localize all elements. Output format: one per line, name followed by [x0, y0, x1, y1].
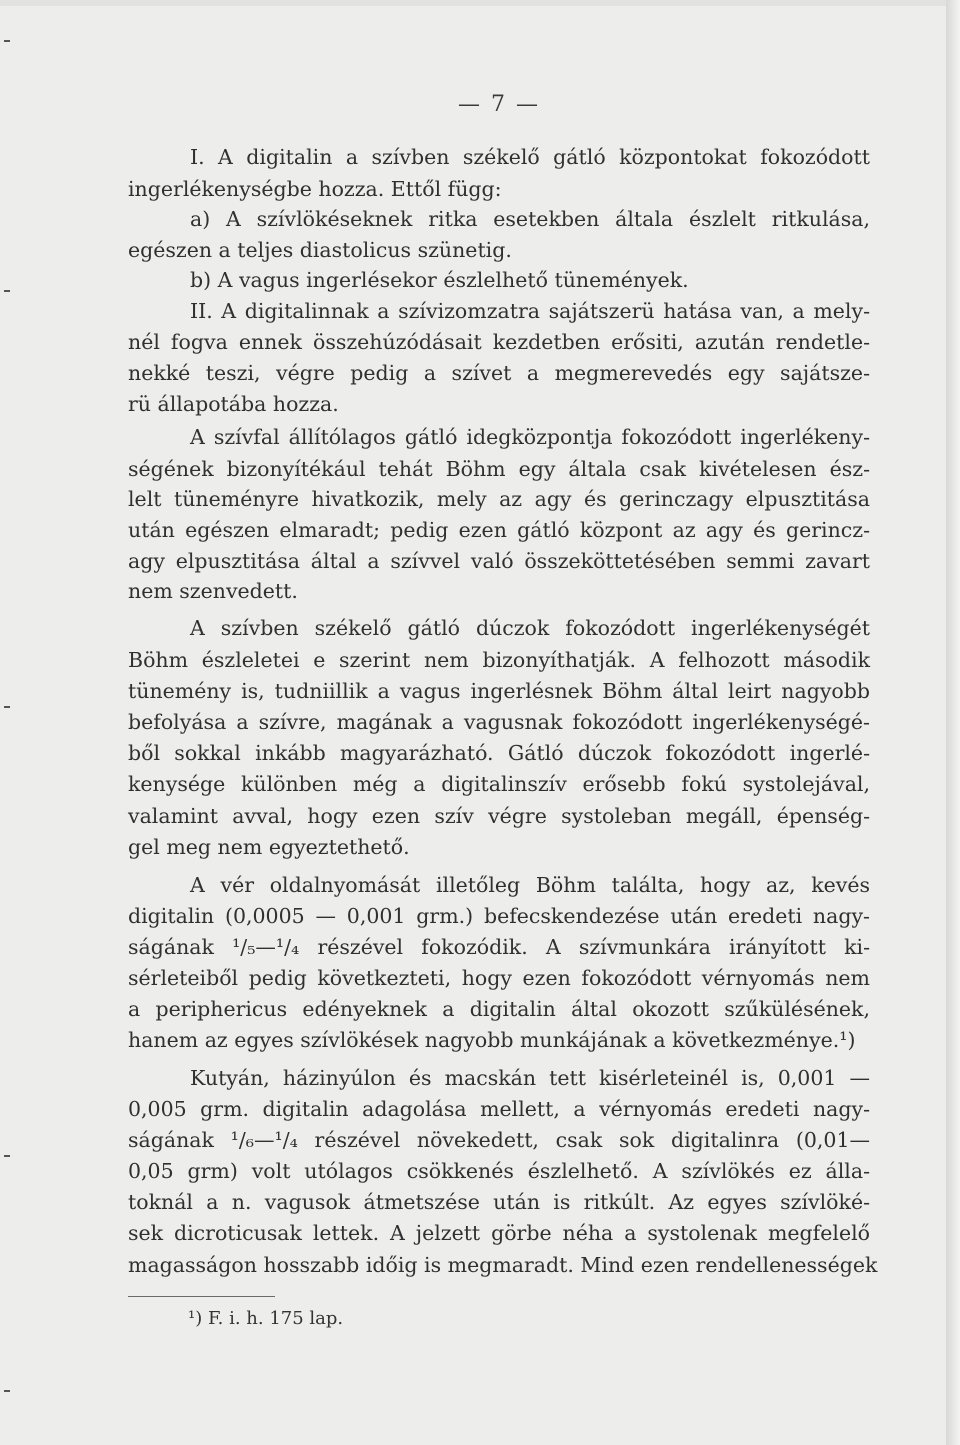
- text-line: toknál a n. vagusok átmetszése után is ritkúlt. Az egyes szívlöké-: [128, 1190, 870, 1214]
- text-line: lelt tüneményre hivatkozik, mely az agy és gerinczagy elpusztitása: [128, 487, 870, 511]
- text-line: a periphericus edényeknek a digitalin által okozott szűkülésének,: [128, 997, 870, 1021]
- text-line: b) A vagus ingerlésekor észlelhető tünemények.: [190, 268, 689, 292]
- text-line: gel meg nem egyeztethető.: [128, 835, 410, 859]
- text-line: ségének bizonyítékául tehát Böhm egy általa csak kivételesen ész-: [128, 457, 870, 481]
- text-line: a) A szívlökéseknek ritka esetekben általa észlelt ritkulása,: [190, 207, 870, 231]
- text-line: sérleteiből pedig következteti, hogy ezen fokozódott vérnyomás nem: [128, 966, 870, 990]
- text-line: nél fogva ennek összehúzódásait kezdetben erősiti, azután rendetle-: [128, 330, 870, 354]
- text-line: nem szenvedett.: [128, 579, 298, 603]
- text-line: befolyása a szívre, magának a vagusnak fokozódott ingerlékenységé-: [128, 710, 870, 734]
- text-line: nekké teszi, végre pedig a szívet a megmerevedés egy sajátsze-: [128, 361, 870, 385]
- page-top-edge: [0, 0, 960, 6]
- margin-mark: [4, 290, 10, 292]
- text-line: sek dicroticusak lettek. A jelzett görbe néha a systolenak megfelelő: [128, 1221, 870, 1245]
- page-number: — 7 —: [458, 92, 540, 117]
- text-line: után egészen elmaradt; pedig ezen gátló központ az agy és gerincz-: [128, 518, 870, 542]
- text-line: Böhm észleletei e szerint nem bizonyíthatják. A felhozott második: [128, 648, 870, 672]
- margin-mark: [4, 1390, 10, 1392]
- text-line: I. A digitalin a szívben székelő gátló központokat fokozódott: [190, 145, 870, 169]
- text-line: digitalin (0,0005 — 0,001 grm.) befecskendezése után eredeti nagy-: [128, 904, 870, 928]
- text-line: Kutyán, házinyúlon és macskán tett kisérleteinél is, 0,001 —: [190, 1066, 870, 1090]
- margin-mark: [4, 1155, 10, 1157]
- text-line: kenysége különben még a digitalinszív erősebb fokú systolejával,: [128, 772, 870, 796]
- page-right-edge: [946, 0, 960, 1445]
- text-line: magasságon hosszabb időig is megmaradt. Mind ezen rendellenességek: [128, 1253, 878, 1277]
- text-line: rü állapotába hozza.: [128, 392, 339, 416]
- text-line: agy elpusztitása által a szívvel való összeköttetésében semmi zavart: [128, 549, 870, 573]
- text-line: A szívfal állítólagos gátló idegközpontja fokozódott ingerlékeny-: [190, 425, 870, 449]
- margin-mark: [4, 40, 10, 42]
- text-line: hanem az egyes szívlökések nagyobb munkájának a következménye.¹): [128, 1028, 856, 1052]
- text-line: A szívben székelő gátló dúczok fokozódott ingerlékenységét: [190, 616, 870, 640]
- text-line: 0,05 grm) volt utólagos csökkenés észlelhető. A szívlökés ez álla-: [128, 1159, 870, 1183]
- text-line: ságának ¹/₆—¹/₄ részével növekedett, csak sok digitalinra (0,01—: [128, 1128, 870, 1152]
- text-line: ságának ¹/₅—¹/₄ részével fokozódik. A szívmunkára irányított ki-: [128, 935, 870, 959]
- text-line: valamint avval, hogy ezen szív végre systoleban megáll, épenség-: [128, 804, 870, 828]
- text-line: egészen a teljes diastolicus szünetig.: [128, 238, 512, 262]
- text-line: ingerlékenységbe hozza. Ettől függ:: [128, 177, 502, 201]
- footnote: ¹) F. i. h. 175 lap.: [188, 1308, 344, 1329]
- text-line: tünemény is, tudniillik a vagus ingerlésnek Böhm által leirt nagyobb: [128, 679, 870, 703]
- text-line: ből sokkal inkább magyarázható. Gátló dúczok fokozódott ingerlé-: [128, 741, 870, 765]
- footnote-rule: [128, 1296, 275, 1297]
- text-line: 0,005 grm. digitalin adagolása mellett, a vérnyomás eredeti nagy-: [128, 1097, 870, 1121]
- text-line: A vér oldalnyomását illetőleg Böhm találta, hogy az, kevés: [190, 873, 870, 897]
- text-line: II. A digitalinnak a szívizomzatra sajátszerü hatása van, a mely-: [190, 299, 870, 323]
- margin-mark: [4, 706, 10, 708]
